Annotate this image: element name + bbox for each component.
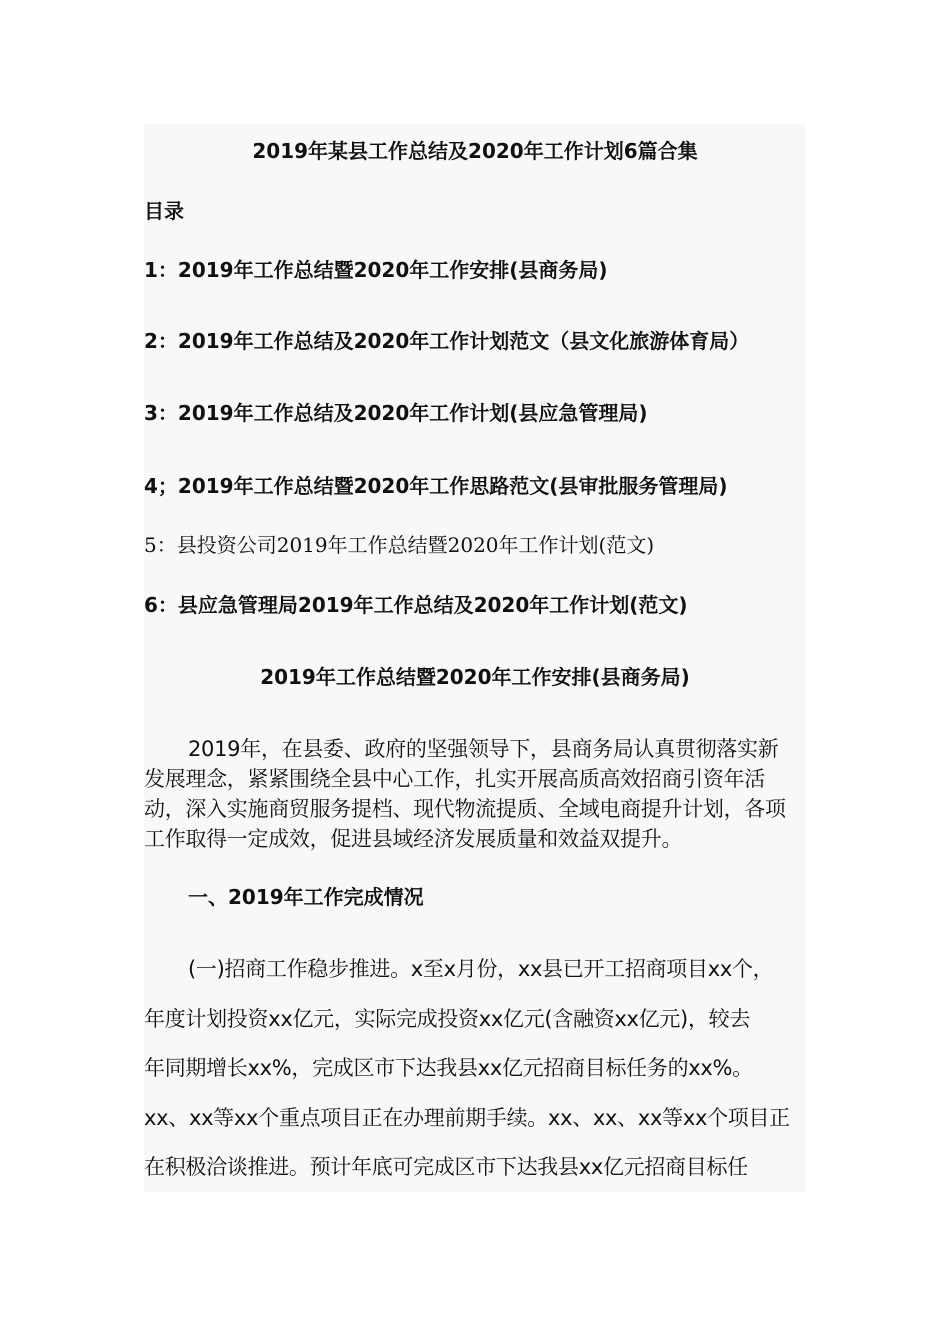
intro-line: 动，深入实施商贸服务提档、现代物流提质、全域电商提升计划，各项 xyxy=(144,797,786,821)
body-line: 年同期增长xx%，完成区市下达我县xx亿元招商目标任务的xx%。 xyxy=(144,1056,753,1080)
toc-item: 2：2019年工作总结及2020年工作计划范文（县文化旅游体育局） xyxy=(144,329,750,353)
body-line: 年度计划投资xx亿元，实际完成投资xx亿元(含融资xx亿元)，较去 xyxy=(144,1007,751,1031)
toc-item: 3：2019年工作总结及2020年工作计划(县应急管理局) xyxy=(144,401,648,425)
intro-line: 发展理念，紧紧围绕全县中心工作，扎实开展高质高效招商引资年活 xyxy=(144,767,765,791)
toc-item: 4；2019年工作总结暨2020年工作思路范文(县审批服务管理局) xyxy=(144,474,728,498)
body-line: xx、xx等xx个重点项目正在办理前期手续。xx、xx、xx等xx个项目正 xyxy=(144,1106,790,1130)
body-line: (一)招商工作稳步推进。x至x月份，xx县已开工招商项目xx个， xyxy=(188,957,774,981)
section-title: 2019年工作总结暨2020年工作安排(县商务局) xyxy=(260,665,690,689)
body-line: 在积极洽谈推进。预计年底可完成区市下达我县xx亿元招商目标任 xyxy=(144,1155,748,1179)
toc-item: 1：2019年工作总结暨2020年工作安排(县商务局) xyxy=(144,258,608,282)
toc-item: 6：县应急管理局2019年工作总结及2020年工作计划(范文) xyxy=(144,593,688,617)
document-title: 2019年某县工作总结及2020年工作计划6篇合集 xyxy=(252,139,698,163)
toc-item: 5：县投资公司2019年工作总结暨2020年工作计划(范文) xyxy=(144,533,655,557)
intro-line: 工作取得一定成效，促进县域经济发展质量和效益双提升。 xyxy=(144,827,683,851)
heading-1: 一、2019年工作完成情况 xyxy=(188,885,424,909)
toc-heading: 目录 xyxy=(144,199,184,223)
intro-line: 2019年，在县委、政府的坚强领导下，县商务局认真贯彻落实新 xyxy=(188,737,779,761)
